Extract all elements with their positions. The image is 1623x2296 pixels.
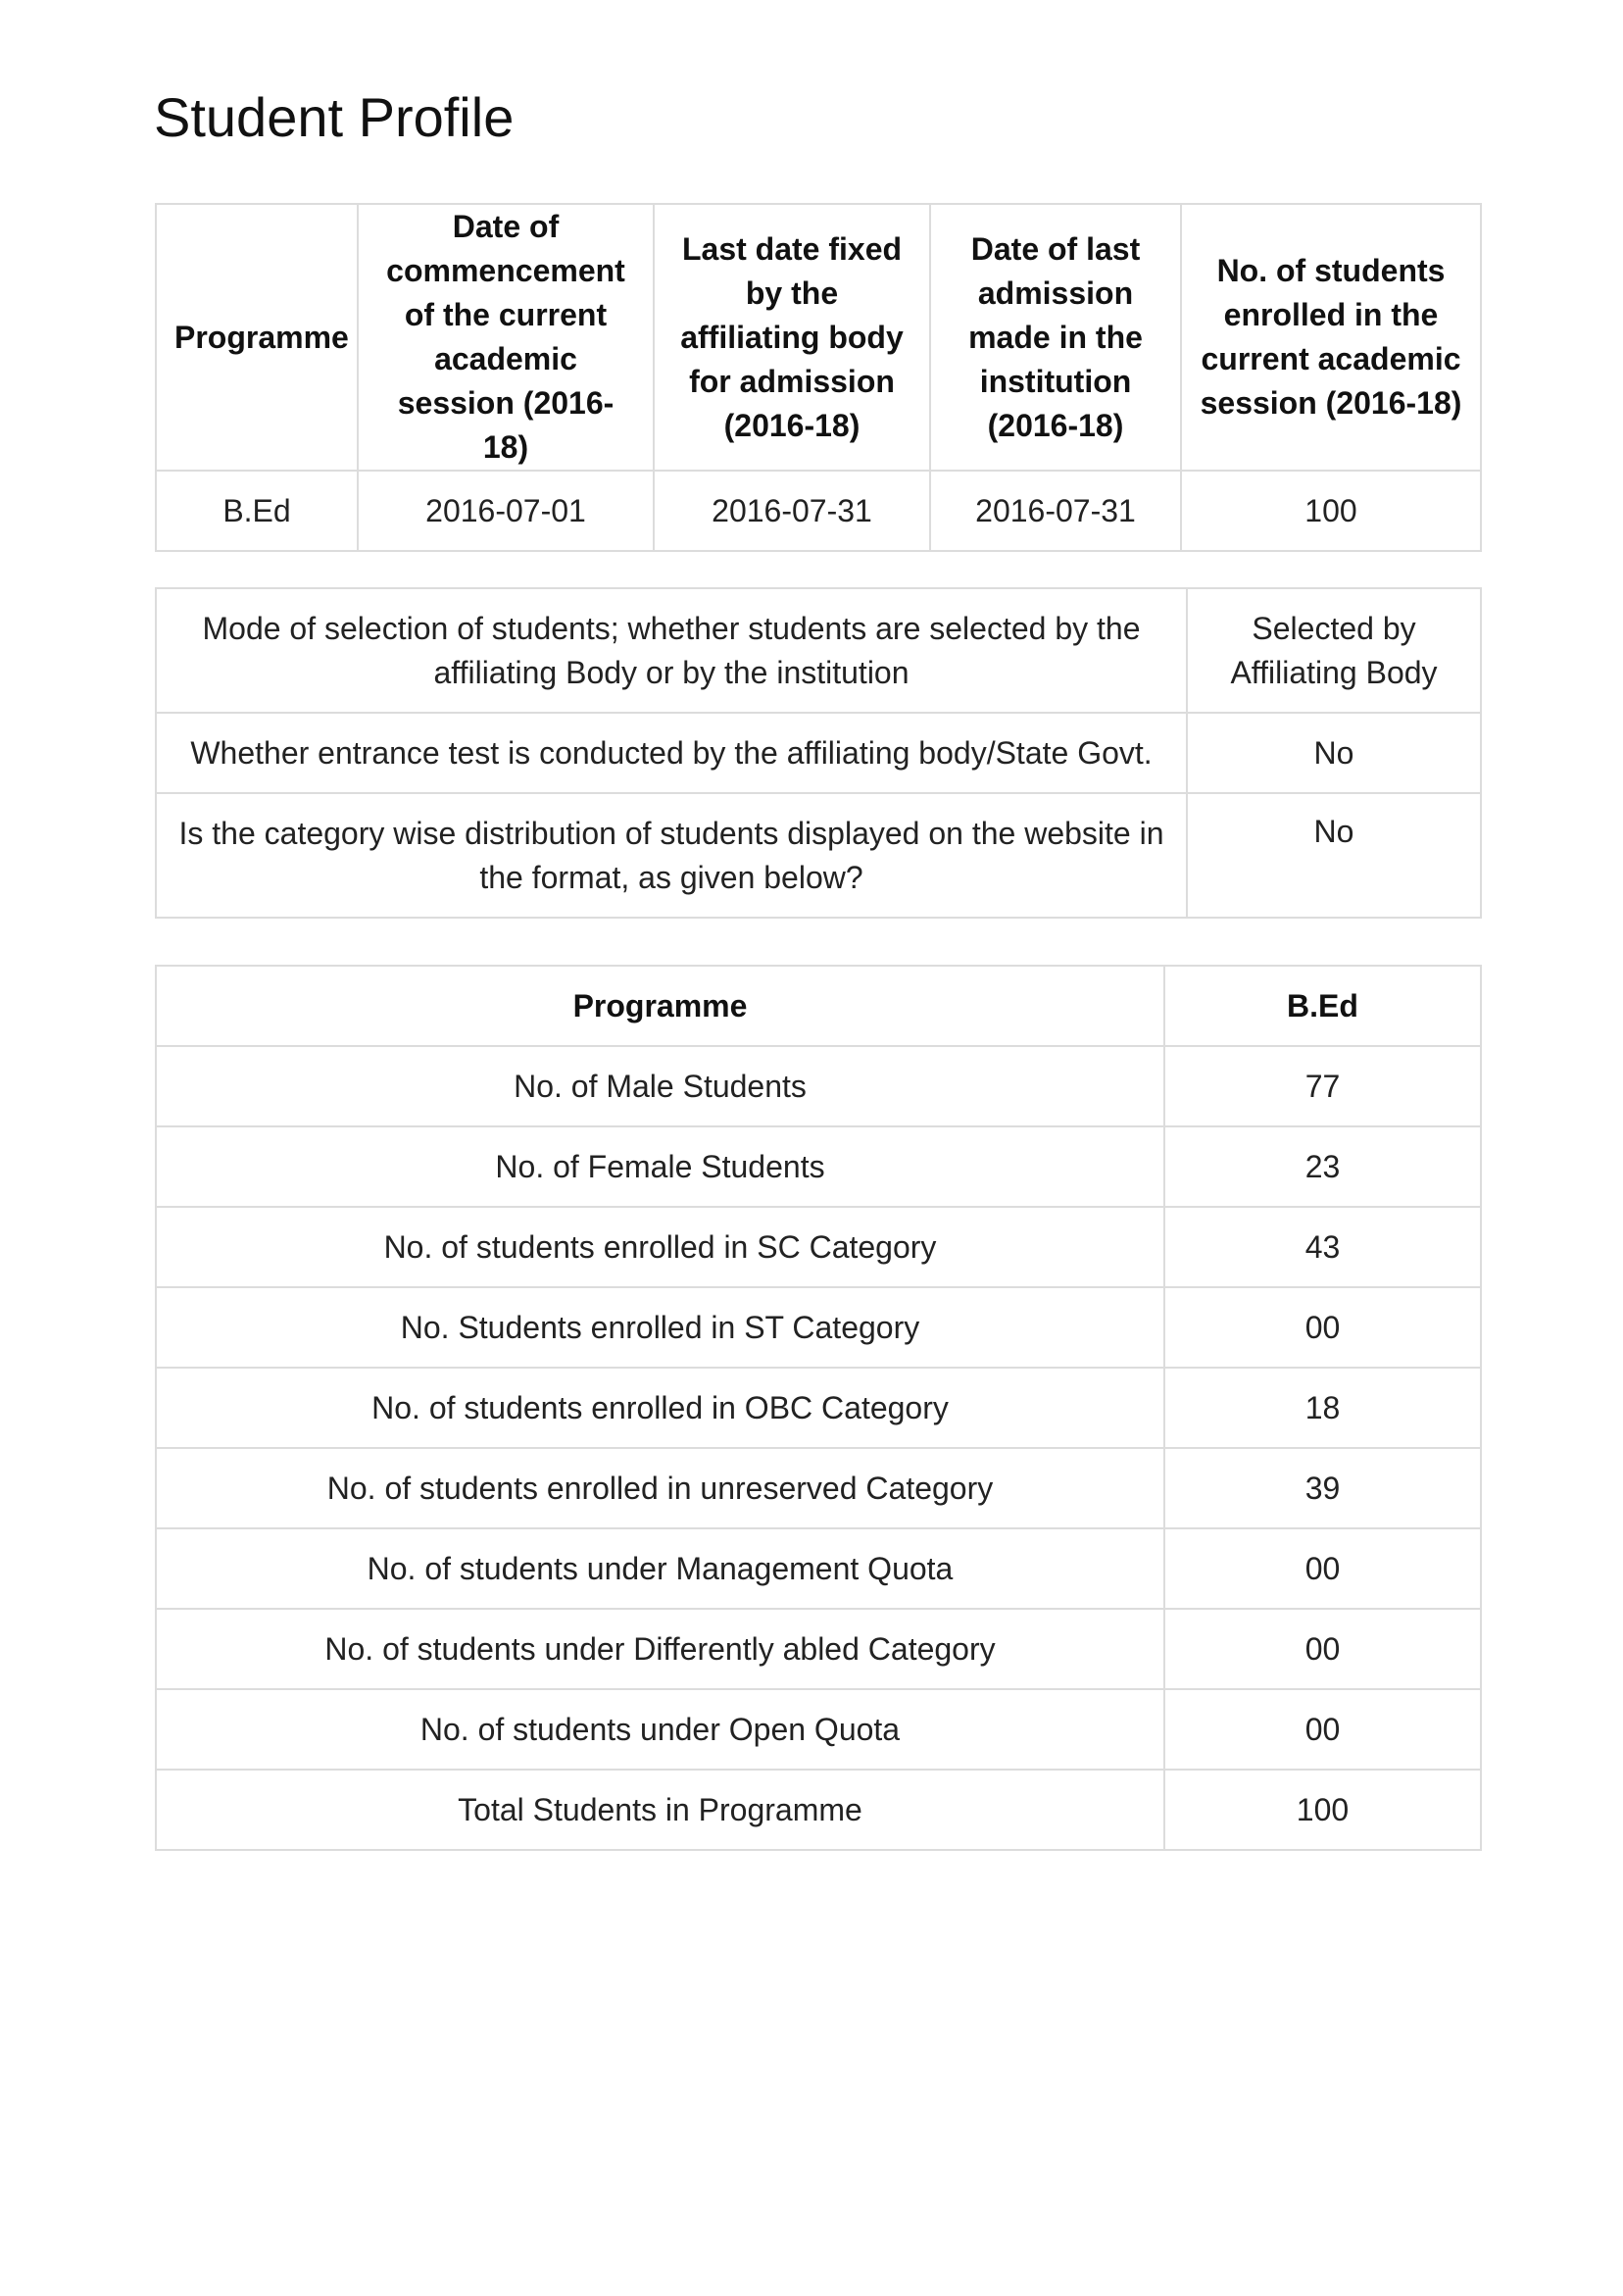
row-label: Total Students in Programme [156,1770,1164,1850]
row-label: No. of Female Students [156,1126,1164,1207]
table-row [156,1046,1481,1126]
header-programme-value: B.Ed [1164,966,1481,1046]
selection-mode-table [155,587,1482,919]
question-cell: Whether entrance test is conducted by the affiliating body/State Govt. [156,713,1187,793]
row-label: No. Students enrolled in ST Category [156,1287,1164,1368]
header-programme: Programme [156,966,1164,1046]
cell-last-date-fixed: 2016-07-31 [654,471,930,551]
table-row [156,1770,1481,1850]
header-programme: Programme [156,204,358,471]
cell-last-admission-date: 2016-07-31 [930,471,1181,551]
row-label: No. of students under Differently abled Category [156,1609,1164,1689]
page-title: Student Profile [154,86,515,148]
table-row [156,1689,1481,1770]
row-value: 18 [1164,1368,1481,1448]
row-value: 43 [1164,1207,1481,1287]
table-row [156,793,1481,918]
row-value: 00 [1164,1689,1481,1770]
row-value: 00 [1164,1528,1481,1609]
row-label: No. of students enrolled in OBC Category [156,1368,1164,1448]
header-last-date-fixed: Last date fixed by the affiliating body for admission (2016-18) [654,204,930,471]
cell-programme: B.Ed [156,471,358,551]
category-distribution-table [155,965,1482,1851]
row-label: No. of students under Management Quota [156,1528,1164,1609]
row-value: 39 [1164,1448,1481,1528]
answer-cell: No [1187,713,1481,793]
row-label: No. of Male Students [156,1046,1164,1126]
row-value: 100 [1164,1770,1481,1850]
row-value: 77 [1164,1046,1481,1126]
answer-cell: No [1187,793,1481,918]
row-label: No. of students enrolled in SC Category [156,1207,1164,1287]
header-last-admission-date: Date of last admission made in the institution (2016-18) [930,204,1181,471]
academic-session-table [155,203,1482,552]
table-header-row [156,204,1481,471]
question-cell: Mode of selection of students; whether students are selected by the affiliating Body or by the institution [156,588,1187,713]
cell-commencement-date: 2016-07-01 [358,471,654,551]
table-row [156,1609,1481,1689]
table-header-row [156,966,1481,1046]
table-row [156,588,1481,713]
table-row [156,1126,1481,1207]
table-row [156,1368,1481,1448]
row-label: No. of students enrolled in unreserved Category [156,1448,1164,1528]
table-row [156,1528,1481,1609]
table-row [156,713,1481,793]
question-cell: Is the category wise distribution of students displayed on the website in the format, as given below? [156,793,1187,918]
table-row [156,1207,1481,1287]
header-students-enrolled: No. of students enrolled in the current academic session (2016-18) [1181,204,1481,471]
table-row [156,471,1481,551]
row-value: 00 [1164,1287,1481,1368]
row-value: 23 [1164,1126,1481,1207]
answer-cell: Selected by Affiliating Body [1187,588,1481,713]
row-label: No. of students under Open Quota [156,1689,1164,1770]
table-row [156,1448,1481,1528]
table-row [156,1287,1481,1368]
row-value: 00 [1164,1609,1481,1689]
cell-students-enrolled: 100 [1181,471,1481,551]
header-commencement-date: Date of commencement of the current academic session (2016-18) [358,204,654,471]
